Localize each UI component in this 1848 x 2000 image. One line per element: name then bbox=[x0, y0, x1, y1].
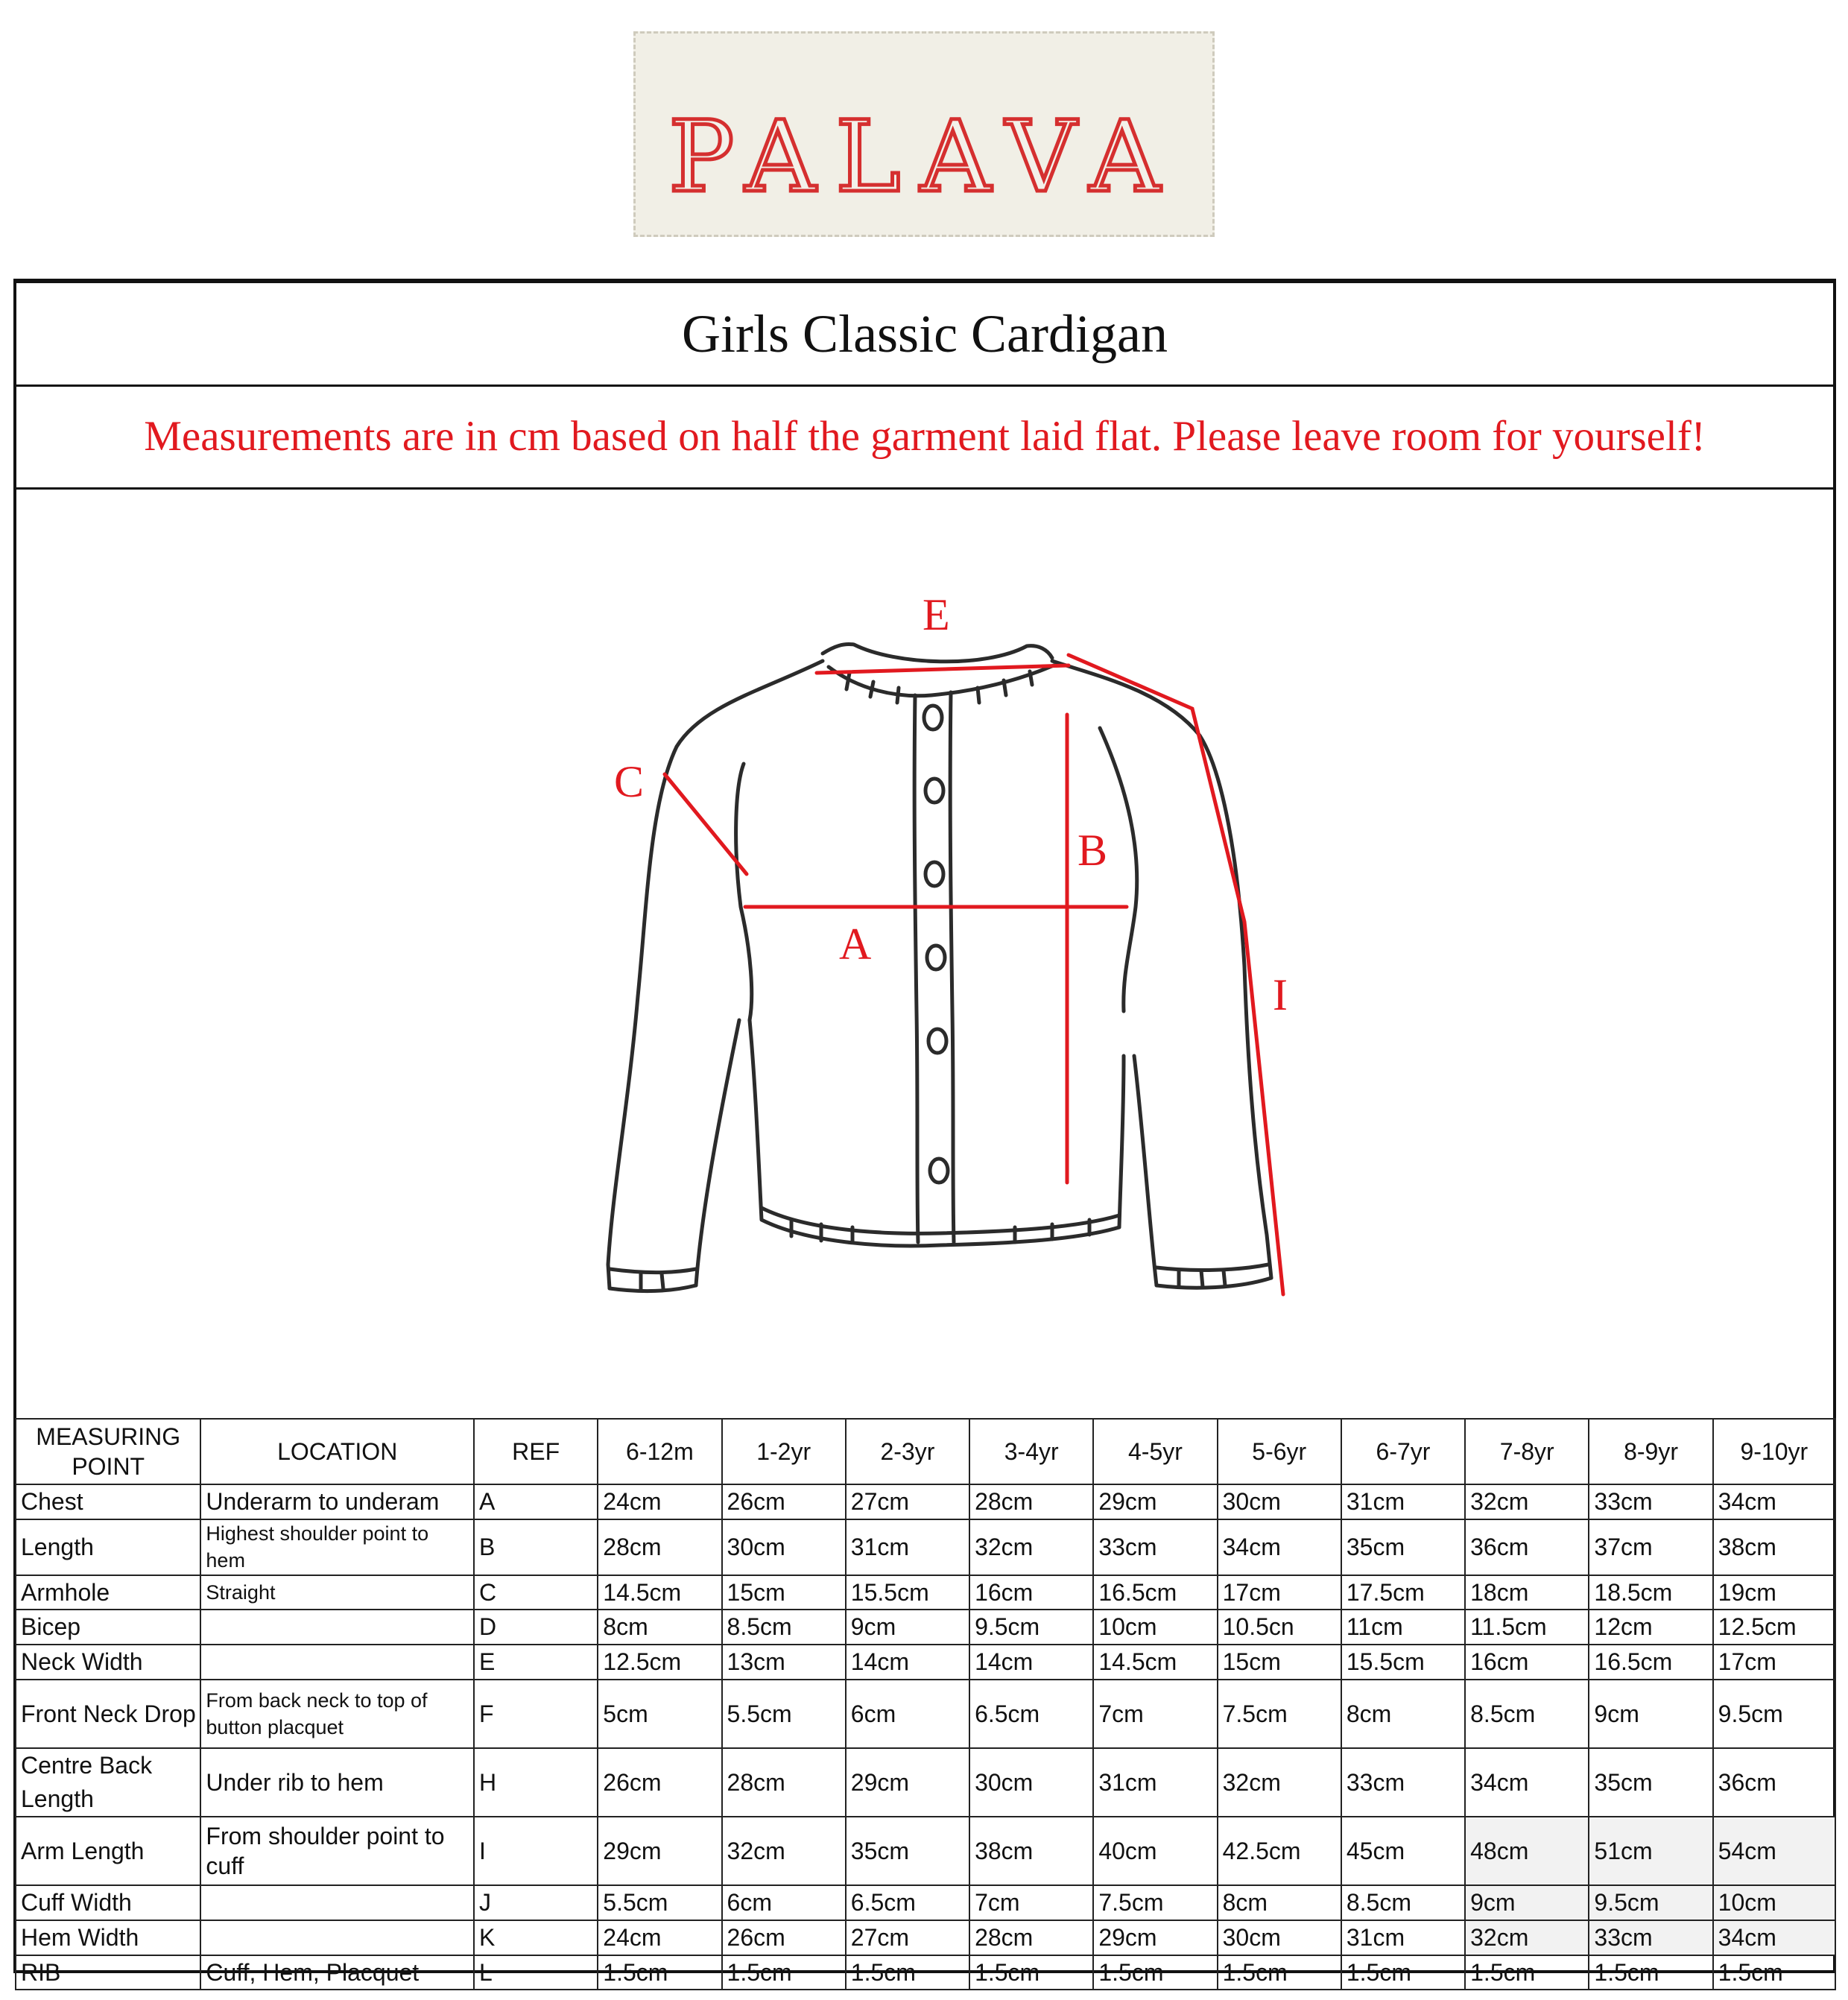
cell-size-value: 38cm bbox=[969, 1817, 1093, 1885]
cell-size-value: 17.5cm bbox=[1341, 1575, 1465, 1610]
cell-size-value: 31cm bbox=[1093, 1748, 1217, 1817]
cell-size-value: 15cm bbox=[722, 1575, 846, 1610]
header-size: 7-8yr bbox=[1465, 1419, 1589, 1484]
cell-size-value: 1.5cm bbox=[1093, 1955, 1217, 1990]
cardigan-sketch bbox=[608, 645, 1271, 1291]
brand-logo bbox=[633, 31, 1215, 237]
cell-location bbox=[200, 1645, 474, 1680]
table-row bbox=[16, 1955, 1835, 1990]
label-a: A bbox=[839, 920, 872, 969]
cell-ref: K bbox=[474, 1920, 598, 1955]
label-e: E bbox=[923, 590, 950, 639]
cell-size-value: 16.5cm bbox=[1589, 1645, 1712, 1680]
cell-size-value: 11.5cm bbox=[1465, 1610, 1589, 1645]
cell-size-value: 29cm bbox=[1093, 1484, 1217, 1519]
cell-size-value: 16.5cm bbox=[1093, 1575, 1217, 1610]
cell-size-value: 30cm bbox=[722, 1519, 846, 1575]
cell-size-value: 19cm bbox=[1713, 1575, 1835, 1610]
cell-size-value: 26cm bbox=[722, 1484, 846, 1519]
cell-size-value: 28cm bbox=[969, 1920, 1093, 1955]
table-row bbox=[16, 1748, 1835, 1817]
cell-ref: H bbox=[474, 1748, 598, 1817]
cell-size-value: 8cm bbox=[1218, 1885, 1341, 1920]
cell-size-value: 28cm bbox=[969, 1484, 1093, 1519]
cell-ref: D bbox=[474, 1610, 598, 1645]
cell-size-value: 34cm bbox=[1713, 1920, 1835, 1955]
cell-size-value: 24cm bbox=[598, 1920, 721, 1955]
table-row bbox=[16, 1610, 1835, 1645]
cell-size-value: 29cm bbox=[846, 1748, 969, 1817]
cell-measuring-point: Bicep bbox=[16, 1610, 200, 1645]
header-ref: REF bbox=[474, 1419, 598, 1484]
cell-size-value: 33cm bbox=[1589, 1484, 1712, 1519]
cell-size-value: 31cm bbox=[846, 1519, 969, 1575]
cell-size-value: 8cm bbox=[598, 1610, 721, 1645]
cell-size-value: 6cm bbox=[846, 1680, 969, 1748]
cell-ref: F bbox=[474, 1680, 598, 1748]
cell-size-value: 36cm bbox=[1465, 1519, 1589, 1575]
cell-size-value: 16cm bbox=[969, 1575, 1093, 1610]
cell-size-value: 1.5cm bbox=[1713, 1955, 1835, 1990]
cell-size-value: 35cm bbox=[1341, 1519, 1465, 1575]
cell-size-value: 1.5cm bbox=[1465, 1955, 1589, 1990]
header-size: 8-9yr bbox=[1589, 1419, 1712, 1484]
cell-ref: B bbox=[474, 1519, 598, 1575]
cell-size-value: 45cm bbox=[1341, 1817, 1465, 1885]
cell-size-value: 34cm bbox=[1465, 1748, 1589, 1817]
cell-size-value: 32cm bbox=[1218, 1748, 1341, 1817]
table-row bbox=[16, 1519, 1835, 1575]
cell-location: Cuff, Hem, Placquet bbox=[200, 1955, 474, 1990]
cell-size-value: 33cm bbox=[1589, 1920, 1712, 1955]
cell-size-value: 30cm bbox=[1218, 1920, 1341, 1955]
cell-measuring-point: Front Neck Drop bbox=[16, 1680, 200, 1748]
cell-size-value: 6.5cm bbox=[846, 1885, 969, 1920]
cell-ref: C bbox=[474, 1575, 598, 1610]
table-row bbox=[16, 1817, 1835, 1885]
cell-size-value: 1.5cm bbox=[1341, 1955, 1465, 1990]
cell-size-value: 15.5cm bbox=[846, 1575, 969, 1610]
cell-measuring-point: Neck Width bbox=[16, 1645, 200, 1680]
cell-ref: J bbox=[474, 1885, 598, 1920]
cell-size-value: 10cm bbox=[1713, 1885, 1835, 1920]
cell-measuring-point: Centre Back Length bbox=[16, 1748, 200, 1817]
cell-size-value: 30cm bbox=[969, 1748, 1093, 1817]
cell-size-value: 9.5cm bbox=[1713, 1680, 1835, 1748]
table-row bbox=[16, 1920, 1835, 1955]
cell-size-value: 5.5cm bbox=[722, 1680, 846, 1748]
label-b: B bbox=[1078, 826, 1108, 875]
cell-size-value: 31cm bbox=[1341, 1920, 1465, 1955]
cell-size-value: 12.5cm bbox=[598, 1645, 721, 1680]
cell-size-value: 28cm bbox=[722, 1748, 846, 1817]
cell-size-value: 32cm bbox=[1465, 1920, 1589, 1955]
cell-size-value: 26cm bbox=[722, 1920, 846, 1955]
cell-size-value: 9cm bbox=[1465, 1885, 1589, 1920]
cell-size-value: 35cm bbox=[1589, 1748, 1712, 1817]
size-table bbox=[15, 1418, 1836, 1990]
cell-size-value: 14.5cm bbox=[1093, 1645, 1217, 1680]
cardigan-diagram bbox=[16, 490, 1833, 1423]
cell-size-value: 12.5cm bbox=[1713, 1610, 1835, 1645]
table-row bbox=[16, 1484, 1835, 1519]
cell-size-value: 29cm bbox=[1093, 1920, 1217, 1955]
cell-size-value: 7cm bbox=[969, 1885, 1093, 1920]
cell-size-value: 37cm bbox=[1589, 1519, 1712, 1575]
cell-location: Under rib to hem bbox=[200, 1748, 474, 1817]
cell-size-value: 11cm bbox=[1341, 1610, 1465, 1645]
cell-size-value: 34cm bbox=[1218, 1519, 1341, 1575]
cell-size-value: 1.5cm bbox=[598, 1955, 721, 1990]
cell-location bbox=[200, 1885, 474, 1920]
cell-size-value: 32cm bbox=[1465, 1484, 1589, 1519]
cell-size-value: 35cm bbox=[846, 1817, 969, 1885]
cell-size-value: 17cm bbox=[1713, 1645, 1835, 1680]
cell-size-value: 10cm bbox=[1093, 1610, 1217, 1645]
cell-measuring-point: Armhole bbox=[16, 1575, 200, 1610]
cell-size-value: 42.5cm bbox=[1218, 1817, 1341, 1885]
cell-location bbox=[200, 1920, 474, 1955]
header-size: 2-3yr bbox=[846, 1419, 969, 1484]
cell-size-value: 36cm bbox=[1713, 1748, 1835, 1817]
table-row bbox=[16, 1645, 1835, 1680]
cell-location bbox=[200, 1610, 474, 1645]
cell-measuring-point: Hem Width bbox=[16, 1920, 200, 1955]
cell-size-value: 33cm bbox=[1093, 1519, 1217, 1575]
cell-size-value: 28cm bbox=[598, 1519, 721, 1575]
label-c: C bbox=[614, 757, 645, 806]
header-measuring-point: MEASURING POINT bbox=[16, 1419, 200, 1484]
cell-size-value: 30cm bbox=[1218, 1484, 1341, 1519]
header-location: LOCATION bbox=[200, 1419, 474, 1484]
measurement-lines bbox=[665, 655, 1283, 1294]
cell-size-value: 15.5cm bbox=[1341, 1645, 1465, 1680]
cell-size-value: 16cm bbox=[1465, 1645, 1589, 1680]
cell-size-value: 12cm bbox=[1589, 1610, 1712, 1645]
title-row bbox=[16, 283, 1833, 387]
cell-size-value: 27cm bbox=[846, 1920, 969, 1955]
cell-size-value: 1.5cm bbox=[722, 1955, 846, 1990]
header-size: 6-7yr bbox=[1341, 1419, 1465, 1484]
cell-measuring-point: Arm Length bbox=[16, 1817, 200, 1885]
cell-measuring-point: RIB bbox=[16, 1955, 200, 1990]
table-row bbox=[16, 1575, 1835, 1610]
cell-size-value: 1.5cm bbox=[969, 1955, 1093, 1990]
cell-size-value: 24cm bbox=[598, 1484, 721, 1519]
cell-size-value: 48cm bbox=[1465, 1817, 1589, 1885]
cell-size-value: 1.5cm bbox=[1218, 1955, 1341, 1990]
cell-size-value: 6cm bbox=[722, 1885, 846, 1920]
cell-measuring-point: Length bbox=[16, 1519, 200, 1575]
cell-size-value: 7.5cm bbox=[1093, 1885, 1217, 1920]
cell-size-value: 1.5cm bbox=[1589, 1955, 1712, 1990]
header-size: 3-4yr bbox=[969, 1419, 1093, 1484]
cell-location: Underarm to underam bbox=[200, 1484, 474, 1519]
cell-size-value: 8.5cm bbox=[1465, 1680, 1589, 1748]
cell-size-value: 54cm bbox=[1713, 1817, 1835, 1885]
cell-size-value: 9.5cm bbox=[1589, 1885, 1712, 1920]
cell-size-value: 51cm bbox=[1589, 1817, 1712, 1885]
cell-location: Highest shoulder point to hem bbox=[200, 1519, 474, 1575]
cell-ref: A bbox=[474, 1484, 598, 1519]
cell-size-value: 10.5cn bbox=[1218, 1610, 1341, 1645]
cell-size-value: 34cm bbox=[1713, 1484, 1835, 1519]
cell-size-value: 8.5cm bbox=[1341, 1885, 1465, 1920]
cell-measuring-point: Chest bbox=[16, 1484, 200, 1519]
table-row bbox=[16, 1885, 1835, 1920]
cell-size-value: 7.5cm bbox=[1218, 1680, 1341, 1748]
cell-size-value: 27cm bbox=[846, 1484, 969, 1519]
label-i: I bbox=[1273, 970, 1288, 1019]
cell-size-value: 26cm bbox=[598, 1748, 721, 1817]
cell-size-value: 38cm bbox=[1713, 1519, 1835, 1575]
cell-measuring-point: Cuff Width bbox=[16, 1885, 200, 1920]
cell-size-value: 40cm bbox=[1093, 1817, 1217, 1885]
cell-size-value: 8.5cm bbox=[722, 1610, 846, 1645]
cell-size-value: 5.5cm bbox=[598, 1885, 721, 1920]
header-size: 6-12m bbox=[598, 1419, 721, 1484]
cell-ref: I bbox=[474, 1817, 598, 1885]
header-size: 1-2yr bbox=[722, 1419, 846, 1484]
cell-location: Straight bbox=[200, 1575, 474, 1610]
cell-size-value: 7cm bbox=[1093, 1680, 1217, 1748]
cell-size-value: 9cm bbox=[1589, 1680, 1712, 1748]
cell-size-value: 9.5cm bbox=[969, 1610, 1093, 1645]
header-size: 9-10yr bbox=[1713, 1419, 1835, 1484]
cell-location: From shoulder point to cuff bbox=[200, 1817, 474, 1885]
header-size: 5-6yr bbox=[1218, 1419, 1341, 1484]
cell-size-value: 15cm bbox=[1218, 1645, 1341, 1680]
cell-ref: L bbox=[474, 1955, 598, 1990]
cell-size-value: 29cm bbox=[598, 1817, 721, 1885]
note-row bbox=[16, 385, 1833, 490]
cell-size-value: 14cm bbox=[846, 1645, 969, 1680]
cell-size-value: 6.5cm bbox=[969, 1680, 1093, 1748]
cell-size-value: 5cm bbox=[598, 1680, 721, 1748]
table-row bbox=[16, 1680, 1835, 1748]
cell-size-value: 17cm bbox=[1218, 1575, 1341, 1610]
cell-size-value: 18.5cm bbox=[1589, 1575, 1712, 1610]
cell-size-value: 9cm bbox=[846, 1610, 969, 1645]
page-title: Girls Classic Cardigan bbox=[682, 304, 1168, 364]
cell-size-value: 31cm bbox=[1341, 1484, 1465, 1519]
cell-size-value: 18cm bbox=[1465, 1575, 1589, 1610]
cell-ref: E bbox=[474, 1645, 598, 1680]
header-size: 4-5yr bbox=[1093, 1419, 1217, 1484]
cell-size-value: 32cm bbox=[722, 1817, 846, 1885]
cell-size-value: 33cm bbox=[1341, 1748, 1465, 1817]
size-table-body bbox=[16, 1484, 1835, 1990]
cell-location: From back neck to top of button placquet bbox=[200, 1680, 474, 1748]
cell-size-value: 14cm bbox=[969, 1645, 1093, 1680]
table-header-row bbox=[16, 1419, 1835, 1484]
cell-size-value: 32cm bbox=[969, 1519, 1093, 1575]
cell-size-value: 8cm bbox=[1341, 1680, 1465, 1748]
cell-size-value: 1.5cm bbox=[846, 1955, 969, 1990]
cell-size-value: 13cm bbox=[722, 1645, 846, 1680]
cell-size-value: 14.5cm bbox=[598, 1575, 721, 1610]
measurement-note: Measurements are in cm based on half the garment laid flat. Please leave room for yourself! bbox=[144, 413, 1706, 460]
brand-logo-text: PALAVA bbox=[668, 100, 1180, 215]
